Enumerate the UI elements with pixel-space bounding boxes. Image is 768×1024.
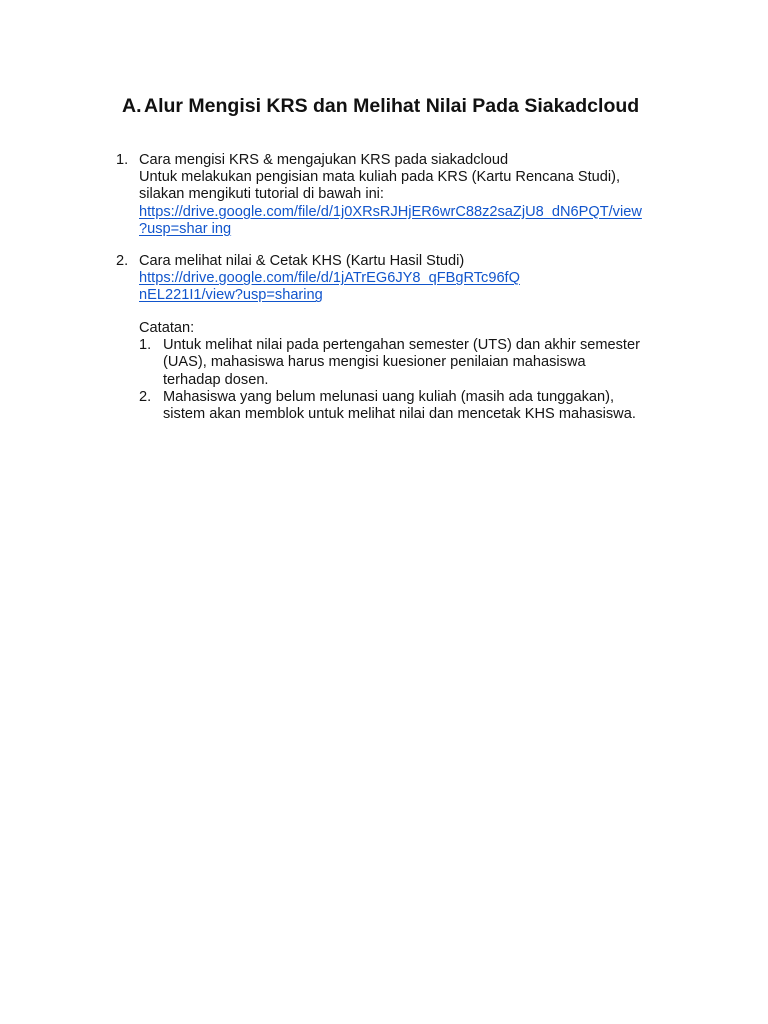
note-item [139, 337, 699, 389]
item-title: Cara melihat nilai & Cetak KHS (Kartu Hasil Studi) [139, 253, 465, 269]
link-line[interactable]: nEL221I1/view?usp=sharing [139, 287, 323, 304]
link-line[interactable]: https://drive.google.com/file/d/1j0XRsRJHjER6wrC88z2saZjU8_dN6PQT/view [139, 203, 642, 220]
note-text-line: (UAS), mahasiswa harus mengisi kuesioner penilaian mahasiswa [163, 354, 586, 371]
list-number: 1. [116, 152, 129, 168]
notes-label: Catatan: [139, 320, 195, 336]
link-line[interactable]: ?usp=shar ing [139, 220, 232, 237]
list-item-content [139, 152, 699, 238]
krs-tutorial-link-continued[interactable] [139, 221, 699, 238]
section-title: Alur Mengisi KRS dan Melihat Nilai Pada Siakadcloud [144, 95, 640, 117]
list-item-content [139, 253, 699, 305]
note-text-line: sistem akan memblok untuk melihat nilai dan mencetak KHS mahasiswa. [163, 406, 636, 423]
notes-section [139, 320, 699, 423]
item-text-line: silakan mengikuti tutorial di bawah ini: [139, 186, 384, 203]
item-title: Cara mengisi KRS & mengajukan KRS pada siakadcloud [139, 152, 509, 168]
note-number: 2. [139, 388, 152, 405]
khs-tutorial-link[interactable] [139, 270, 699, 287]
section-heading [122, 92, 722, 120]
note-text-line: terhadap dosen. [163, 371, 269, 388]
note-text-line: Untuk melihat nilai pada pertengahan semester (UTS) dan akhir semester [163, 337, 640, 354]
list-number: 2. [116, 253, 129, 269]
link-line[interactable]: https://drive.google.com/file/d/1jATrEG6JY8_qFBgRTc96fQ [139, 270, 520, 287]
khs-tutorial-link-continued[interactable] [139, 287, 699, 304]
note-number: 1. [139, 337, 152, 354]
note-item [139, 389, 699, 423]
note-text-line: Mahasiswa yang belum melunasi uang kuliah (masih ada tunggakan), [163, 388, 615, 405]
item-text-line: Untuk melakukan pengisian mata kuliah pada KRS (Kartu Rencana Studi), [139, 169, 621, 186]
krs-tutorial-link[interactable] [139, 204, 699, 221]
section-letter: A. [122, 95, 142, 117]
